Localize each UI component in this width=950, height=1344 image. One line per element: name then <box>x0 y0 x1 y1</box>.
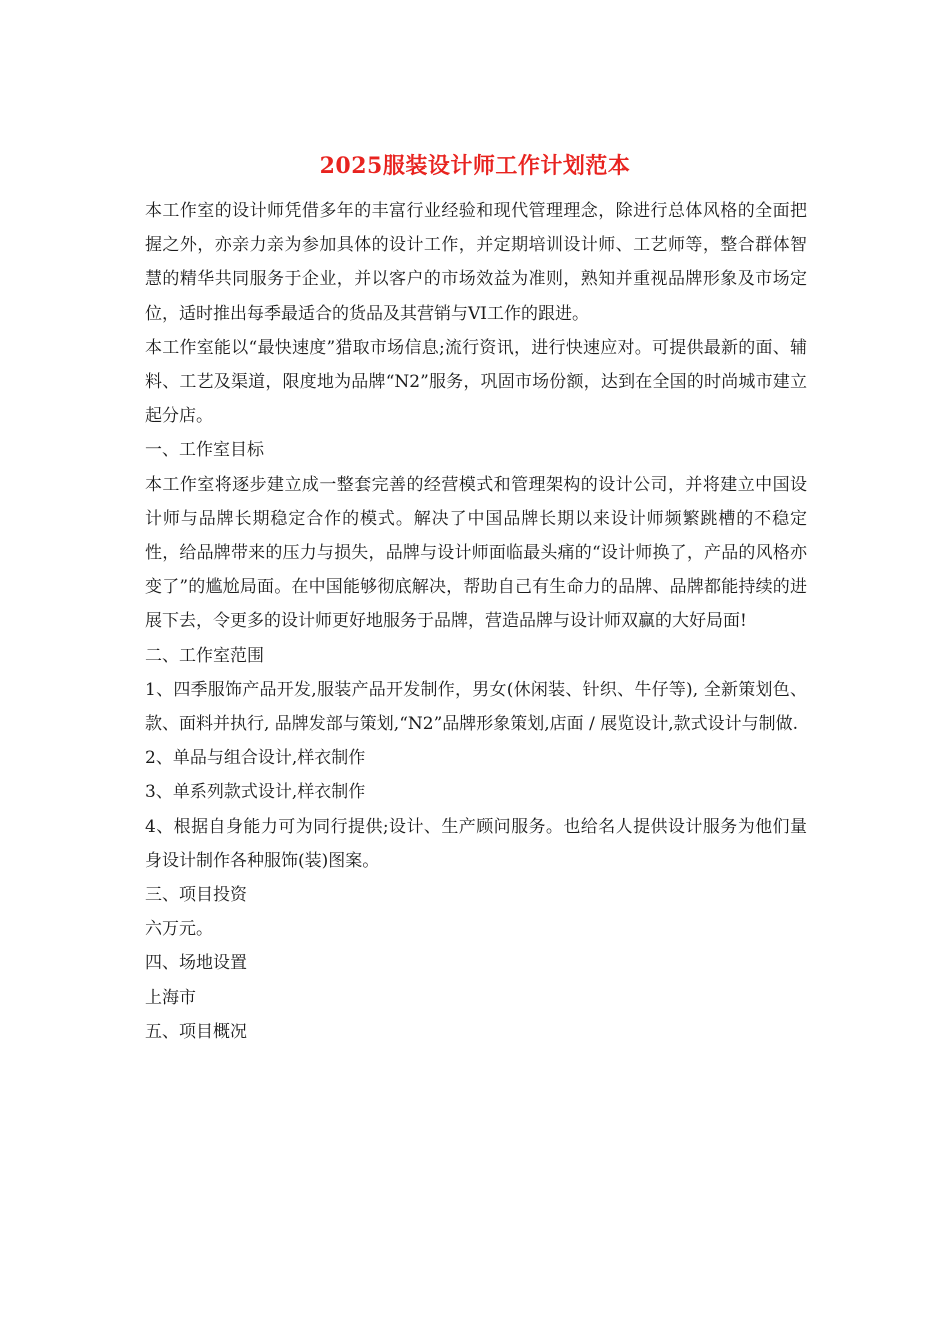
section-heading-location: 四、场地设置 <box>145 953 247 974</box>
section-heading-scope: 二、工作室范围 <box>145 645 264 666</box>
paragraph-intro: 本工作室的设计师凭借多年的丰富行业经验和现代管理理念，除进行总体风格的全面把握之外，亦亲力亲为参加具体的设计工作，并定期培训设计师、工艺师等，整合群体智慧的精华共同服务于企业，并以客户的市场效益为准则，熟知并重视品牌形象及市场定位，适时推出每季最适合的货品及其营销与VI工作的跟进。 <box>145 201 807 324</box>
document-title: 2025服装设计师工作计划范本 <box>319 153 631 179</box>
list-item-scope-2: 2、单品与组合设计,样衣制作 <box>145 748 366 769</box>
list-item-scope-3: 3、单系列款式设计,样衣制作 <box>145 782 366 803</box>
section-heading-overview: 五、项目概况 <box>145 1021 247 1042</box>
paragraph-goal: 本工作室将逐步建立成一整套完善的经营模式和管理架构的设计公司，并将建立中国设计师与品牌长期稳定合作的模式。解决了中国品牌长期以来设计师频繁跳槽的不稳定性，给品牌带来的压力与损失，品牌与设计师面临最头痛的“设计师换了，产品的风格亦变了”的尴尬局面。在中国能够彻底解决，帮助自己有生命力的品牌、品牌都能持续的进展下去，令更多的设计师更好地服务于品牌，营造品牌与设计师双赢的大好局面! <box>145 474 807 632</box>
paragraph-location: 上海市 <box>145 987 196 1008</box>
section-heading-investment: 三、项目投资 <box>145 885 247 906</box>
section-heading-goal: 一、工作室目标 <box>145 440 264 461</box>
document-body <box>145 194 807 1049</box>
paragraph-investment: 六万元。 <box>145 919 213 940</box>
paragraph-market: 本工作室能以“最快速度”猎取市场信息;流行资讯，进行快速应对。可提供最新的面、辅料、工艺及渠道，限度地为品牌“N2”服务，巩固市场份额，达到在全国的时尚城市建立起分店。 <box>145 337 807 427</box>
list-item-scope-1: 1、四季服饰产品开发,服装产品开发制作，男女(休闲装、针织、牛仔等), 全新策划色、款、面料并执行, 品牌发部与策划,“N2”品牌形象策划,店面 / 展览设计,款式设计与制做. <box>145 679 807 735</box>
list-item-scope-4: 4、根据自身能力可为同行提供;设计、生产顾问服务。也给名人提供设计服务为他们量身设计制作各种服饰(装)图案。 <box>145 816 807 871</box>
